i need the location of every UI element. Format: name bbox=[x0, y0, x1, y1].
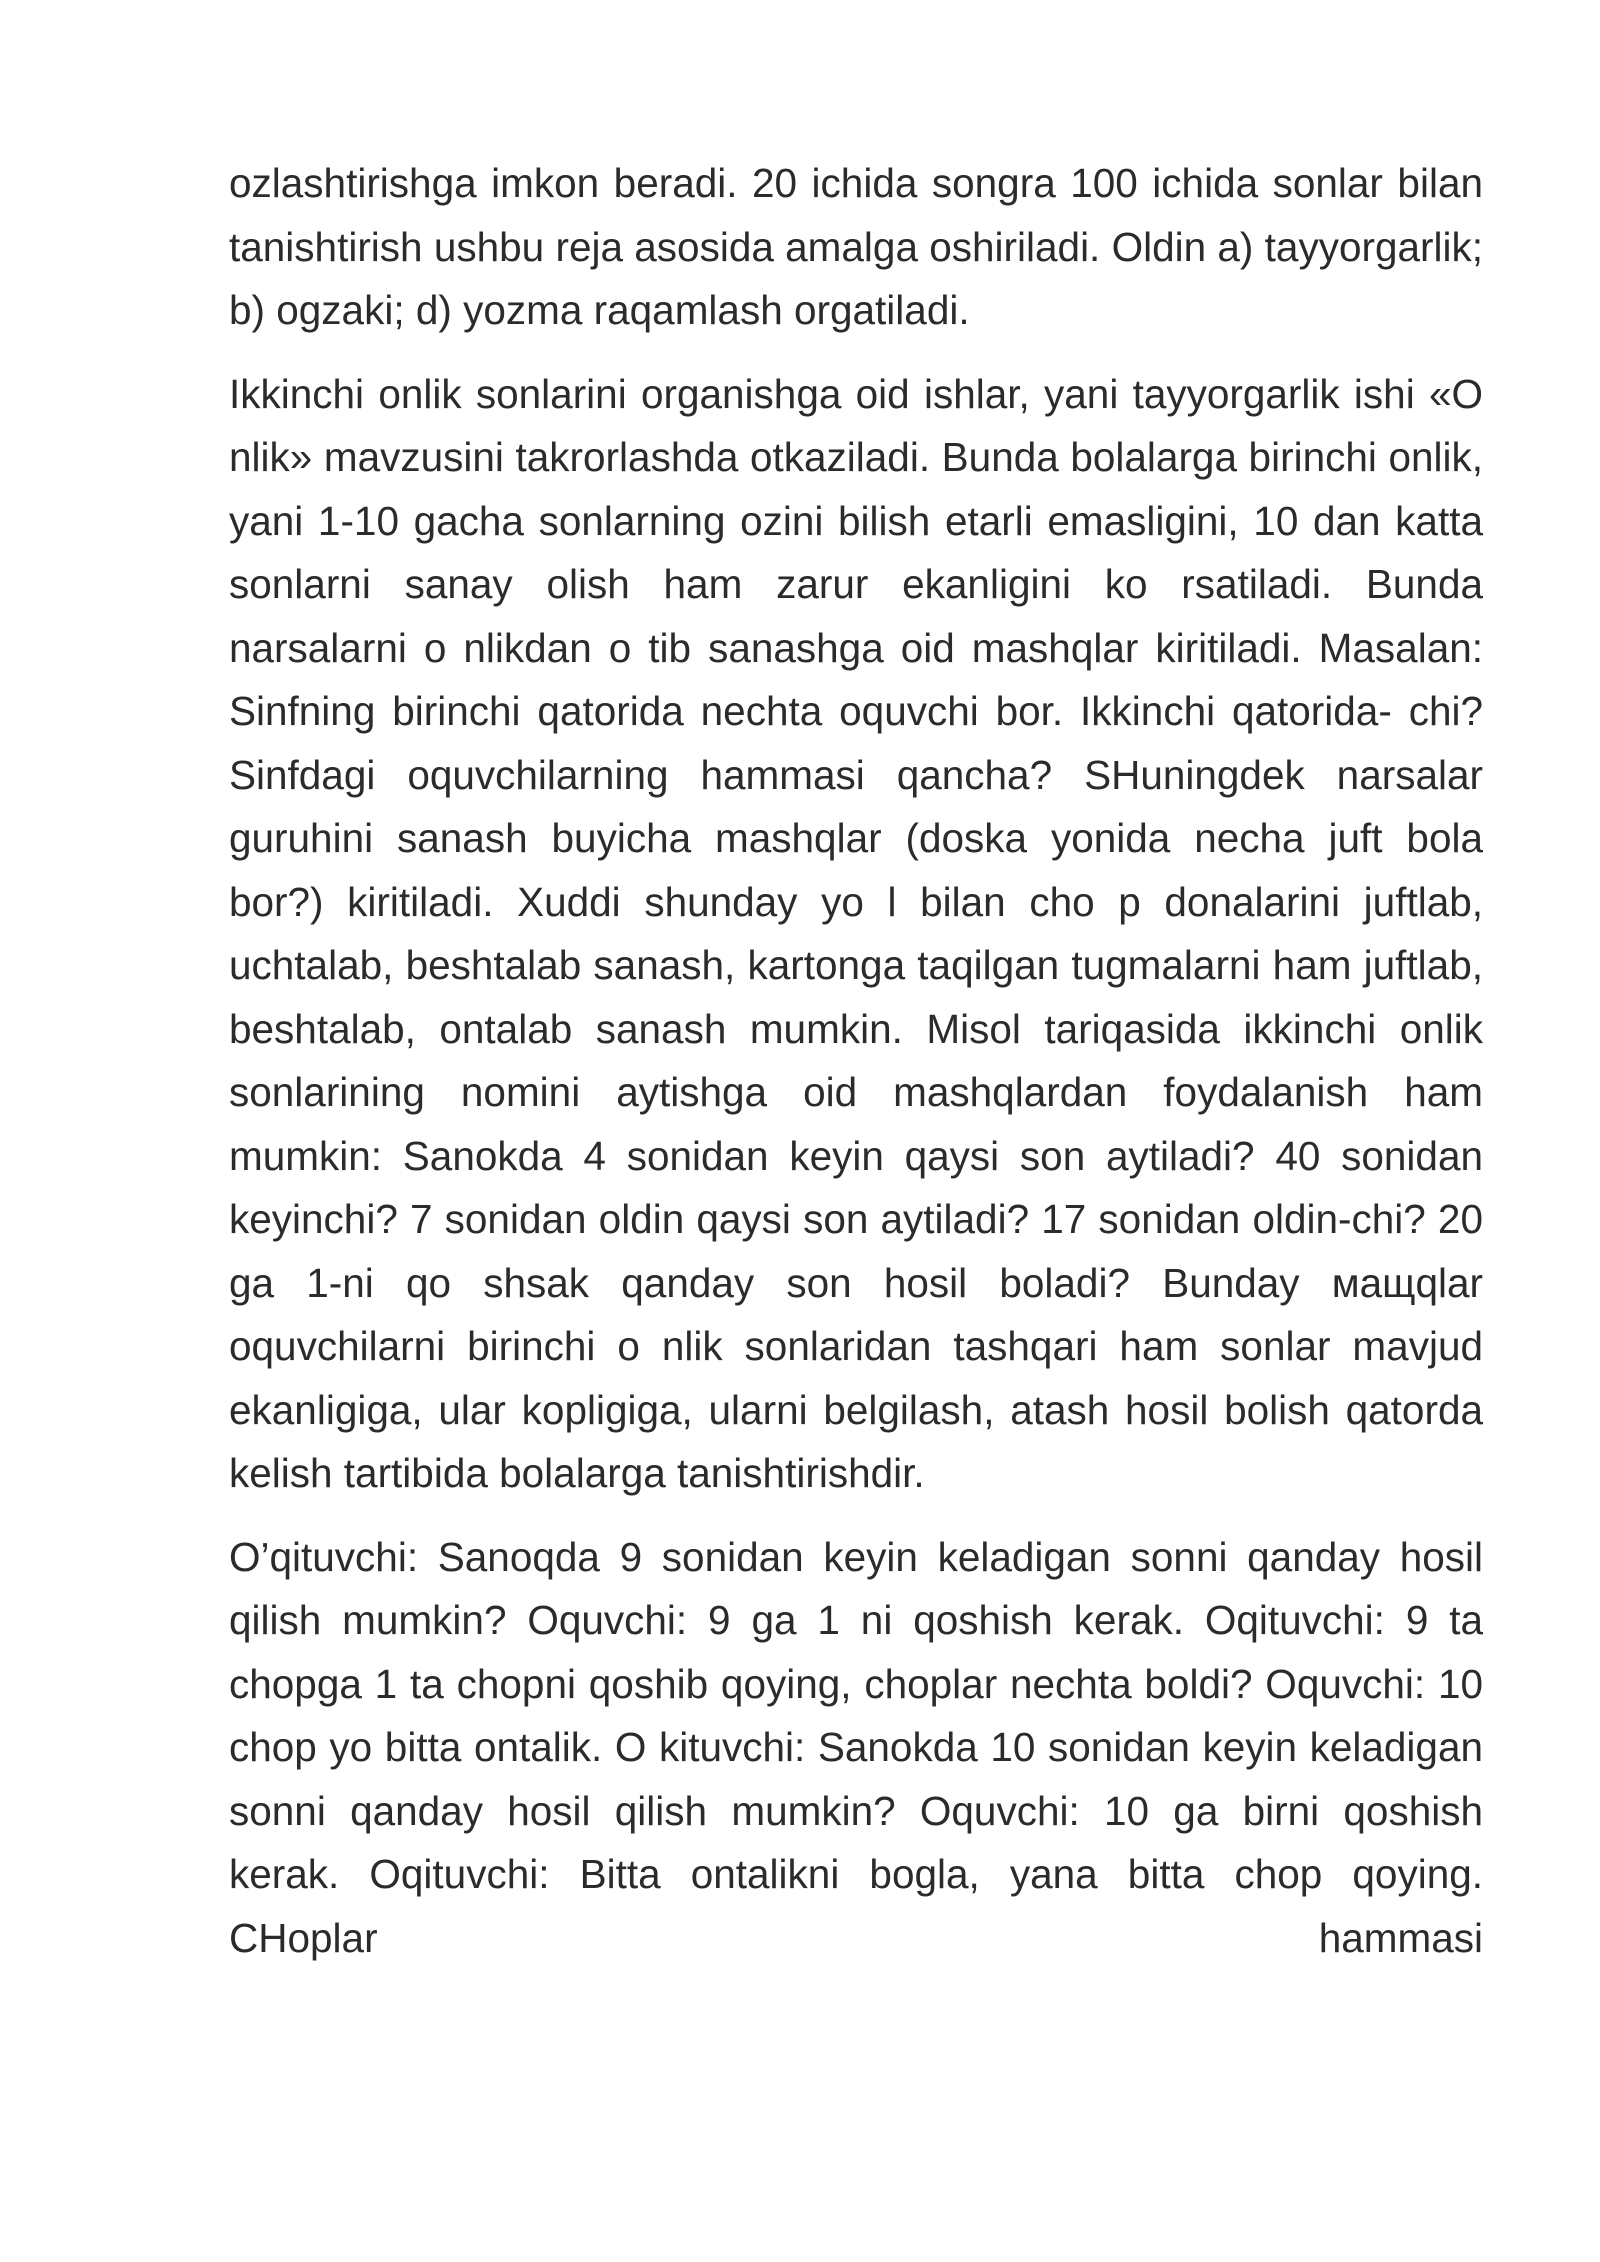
paragraph-3: O’qituvchi: Sanoqda 9 sonidan keyin keladigan sonni qanday hosil qilish mumkin? Oquvchi: 9 ga 1 ni qoshish kerak. Oqituvchi: 9 ta chopga 1 ta chopni qoshib qoying, choplar nechta boldi? Oquvchi: 10 chop yo bitta ontalik. O kituvchi: Sanokda 10 sonidan keyin keladigan sonni qanday hosil qilish mumkin? Oquvchi: 10 ga birni qoshish kerak. Oqituvchi: Bitta ontalikni bogla, yana bitta chop qoying. CHoplar hammasi bbox=[229, 1533, 1483, 1961]
paragraph-1: ozlashtirishga imkon beradi. 20 ichida songra 100 ichida sonlar bilan tanishtirish ushbu reja asosida amalga oshiriladi. Oldin a) tayyorgarlik; b) ogzaki; d) yozma raqamlash orgatiladi. bbox=[229, 160, 1483, 333]
paragraph-2: Ikkinchi onlik sonlarini organishga oid ishlar, yani tayyorgarlik ishi «O nlik» mavzusini takrorlashda otkaziladi. Bunda bolalarga birinchi onlik, yani 1-10 gacha sonlarning ozini bilish etarli emasligini, 10 dan katta sonlarni sanay olish ham zarur ekanligini ko rsatiladi. Bunda narsalarni o nlikdan o tib sanashga oid mashqlar kiritiladi. Masalan: Sinfning birinchi qatorida nechta oquvchi bor. Ikkinchi qatorida- chi? Sinfdagi oquvchilarning hammasi qancha? SHuningdek narsalar guruhini sanash buyicha mashqlar (doska yonida necha juft bola bor?) kiritiladi. Xuddi shunday yo l bilan cho p donalarini juftlab, uchtalab, beshtalab sanash, kartonga taqilgan tugmalarni ham juftlab, beshtalab, ontalab sanash mumkin. Misol tariqasida ikkinchi onlik sonlarining nomini aytishga oid mashqlardan foydalanish ham mumkin: Sanokda 4 sonidan keyin qaysi son aytiladi? 40 sonidan keyinchi? 7 sonidan oldin qaysi son aytiladi? 17 sonidan oldin-chi? 20 ga 1-ni qo shsak qanday son hosil boladi? Bunday мащqlar oquvchilarni birinchi o nlik sonlaridan tashqari ham sonlar mavjud ekanligiga, ular kopligiga, ularni belgilash, atash hosil bolish qatorda kelish tartibida bolalarga tanishtirishdir. bbox=[229, 370, 1483, 1496]
document-body bbox=[229, 152, 1483, 1990]
